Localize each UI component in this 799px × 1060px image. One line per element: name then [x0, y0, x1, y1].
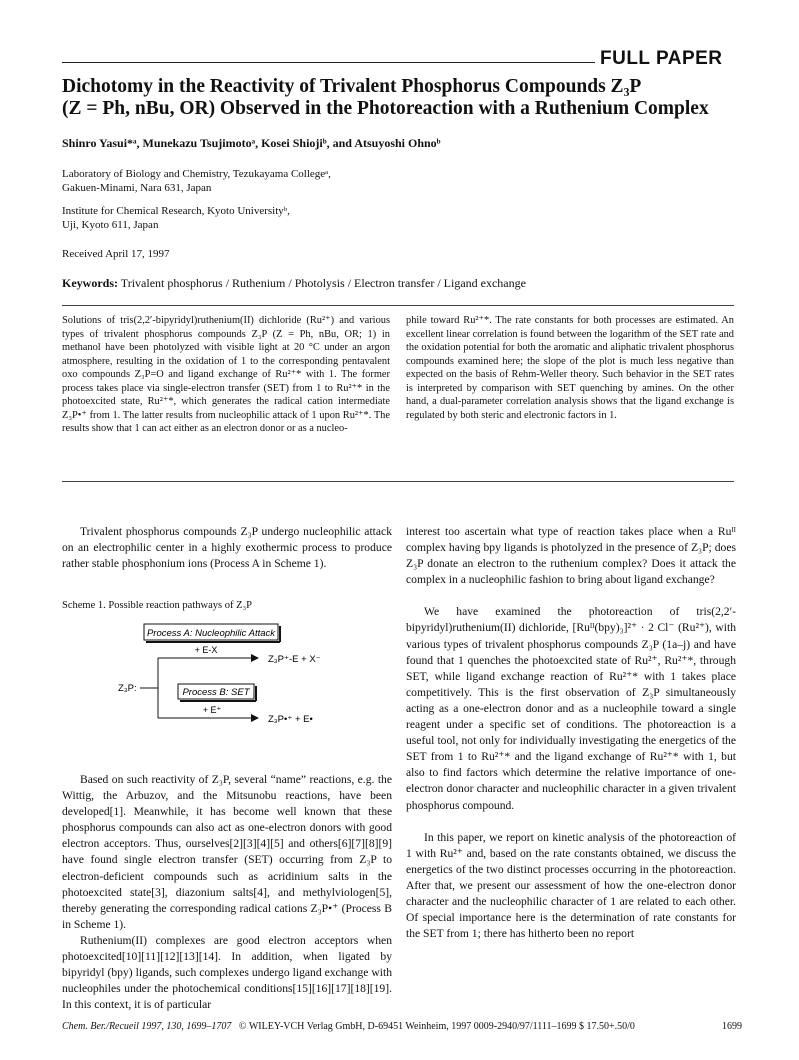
page-number: 1699	[722, 1021, 742, 1032]
header-rule	[62, 62, 595, 63]
paragraph: We have examined the photoreaction of tris(2,2′-bipyridyl)ruthenium(II) dichloride, [Ruᴵᴵ(bpy)₃]²⁺ · 2 Cl⁻ (Ru²⁺), with various types of trivalent phosphorus compounds Z₃P (1a–j) and have found that 1 quenches the photoexcited state of Ru²⁺, Ru²⁺*, through SET, while ligand exchange reaction of Ru²⁺* with 1 takes place competitively. This is the first observation of Z₃P simultaneously acting as a one-electron donor and as a nucleophile toward a single reagent under a specific set of conditions. The photoreaction is a useful tool, not only for individually investigating the energetics of the SET from 1 to Ru²⁺* and the ligand exchange of Ru²⁺* with 1, but also to find factors which determine the relative importance of one-electron donor character and nucleophilic character in a given trivalent phosphorus compound.	[406, 605, 736, 812]
body-left-continued	[62, 772, 392, 1013]
title-line-1: Dichotomy in the Reactivity of Trivalent Phosphorus Compounds Z₃P	[62, 76, 642, 97]
section-label: FULL PAPER	[600, 48, 723, 69]
affiliation-a: Laboratory of Biology and Chemistry, Tezukayama Collegeᵃ, Gakuen-Minami, Nara 631, Japan	[62, 168, 331, 194]
affiliation-b: Institute for Chemical Research, Kyoto Universityᵇ, Uji, Kyoto 611, Japan	[62, 205, 290, 231]
product-b: Z₃P•⁺ + E•	[268, 714, 313, 725]
reagent-a: + E-X	[194, 645, 218, 655]
received-date: Received April 17, 1997	[62, 248, 170, 260]
body-left-intro	[62, 524, 392, 572]
keywords-text: Trivalent phosphorus / Ruthenium / Photolysis / Electron transfer / Ligand exchange	[120, 276, 526, 290]
journal-citation: Chem. Ber./Recueil 1997, 130, 1699–1707	[62, 1021, 232, 1032]
abstract-left: Solutions of tris(2,2′-bipyridyl)ruthenium(II) dichloride (Ru²⁺) and various types of trivalent phosphorus compounds Z₃P (Z = Ph, nBu, OR; 1) in methanol have been photolyzed with visible light at 20 °C under an argon atmosphere, resulting in the oxidation of 1 to the corresponding pentavalent oxo compounds Z₃P=O and ligand exchange of Ru²⁺* with 1. The former process takes place via single-electron transfer (SET) from 1 to Ru²⁺* in the photoexcited state, Ru²⁺*, which generates the radical cation intermediate Z₃P•⁺ from 1. The latter results from nucleophilic attack of 1 upon Ru²⁺*. The results show that 1 can act either as an electron donor or as a nucleo-	[62, 315, 390, 434]
abstract-bottom-rule	[62, 481, 734, 482]
abstract-top-rule	[62, 305, 734, 306]
keywords-label: Keywords:	[62, 276, 118, 290]
reagent-b: + E⁺	[202, 705, 222, 715]
paragraph: In this paper, we report on kinetic analysis of the photoreaction of 1 with Ru²⁺ and, based on the rate constants obtained, we discuss the energetics of the two distinct processes occurring in the photoreaction. After that, we present our assessment of how the one-electron donor character and the nucleophilic character of 1 are related to each other. Of special importance here is the determination of rate constants for the SET from 1; there has hitherto been no report	[406, 830, 736, 941]
scheme-1-diagram	[62, 618, 392, 750]
process-a-label: Process A: Nucleophilic Attack	[146, 628, 276, 639]
paragraph: Ruthenium(II) complexes are good electron acceptors when photoexcited[10][11][12][13][14]. In addition, when ligated by bipyridyl (bpy) ligands, such complexes undergo ligand exchange with nucleophiles under the photochemical conditions[15][16][17][18][19]. In this context, it is of particular	[62, 933, 392, 1012]
reactant-label: Z₃P:	[118, 683, 137, 694]
paper-title	[62, 76, 762, 120]
product-a: Z₃P⁺-E + X⁻	[268, 654, 321, 665]
process-b-label: Process B: SET	[182, 687, 250, 698]
paragraph: interest too ascertain what type of reaction takes place when a Ruᴵᴵ complex having bpy ligands is photolyzed in the presence of Z₃P; does Z₃P donate an electron to the ruthenium complex? Does it attack the complex in a nucleophilic fashion to bring about ligand exchange?	[406, 525, 736, 587]
body-right	[406, 524, 736, 942]
publisher-line: © WILEY-VCH Verlag GmbH, D-69451 Weinheim, 1997 0009-2940/97/1111–1699 $ 17.50+.50/0	[238, 1021, 635, 1032]
page-footer	[62, 1021, 742, 1032]
paragraph: Based on such reactivity of Z₃P, several “name” reactions, e.g. the Wittig, the Arbuzov, and the Mitsunobu reactions, have been developed[1]. Meanwhile, it has become well known that these phosphorus compounds can also act as one-electron donors with good electron acceptors. Thus, ourselves[2][3][4][5] and others[6][7][8][9] have found single electron transfer (SET) occurring from Z₃P to electron-deficient compounds such as acridinium salts in the photoexcited state[3], diazonium salts[4], and methylviologen[5], thereby generating the corresponding radical cations Z₃P•⁺ (Process B in Scheme 1).	[62, 773, 392, 931]
abstract-right: phile toward Ru²⁺*. The rate constants for both processes are estimated. An excellent linear correlation is found between the logarithm of the SET rate and the oxidation potential for both the aromatic and aliphatic trivalent phosphorus compounds examined here; the slope of the plot is much less negative than expected on the basis of Rehm-Weller theory. Such behavior in the SET rates is interpreted by comparison with SET quenching by amines. On the other hand, a dual-parameter correlation analysis shows that the ligand exchange is regulated by both steric and electronic factors in 1.	[406, 315, 734, 421]
keywords	[62, 276, 526, 291]
paragraph: Trivalent phosphorus compounds Z₃P undergo nucleophilic attack on an electrophilic center in a highly exothermic process to produce rather stable phosphonium ions (Process A in Scheme 1).	[62, 525, 392, 571]
scheme-caption: Scheme 1. Possible reaction pathways of Z₃P	[62, 600, 252, 611]
authors: Shinro Yasui*ᵃ, Munekazu Tsujimotoᵃ, Kosei Shiojiᵇ, and Atsuyoshi Ohnoᵇ	[62, 136, 441, 150]
title-line-2: (Z = Ph, nBu, OR) Observed in the Photoreaction with a Ruthenium Complex	[62, 98, 709, 119]
